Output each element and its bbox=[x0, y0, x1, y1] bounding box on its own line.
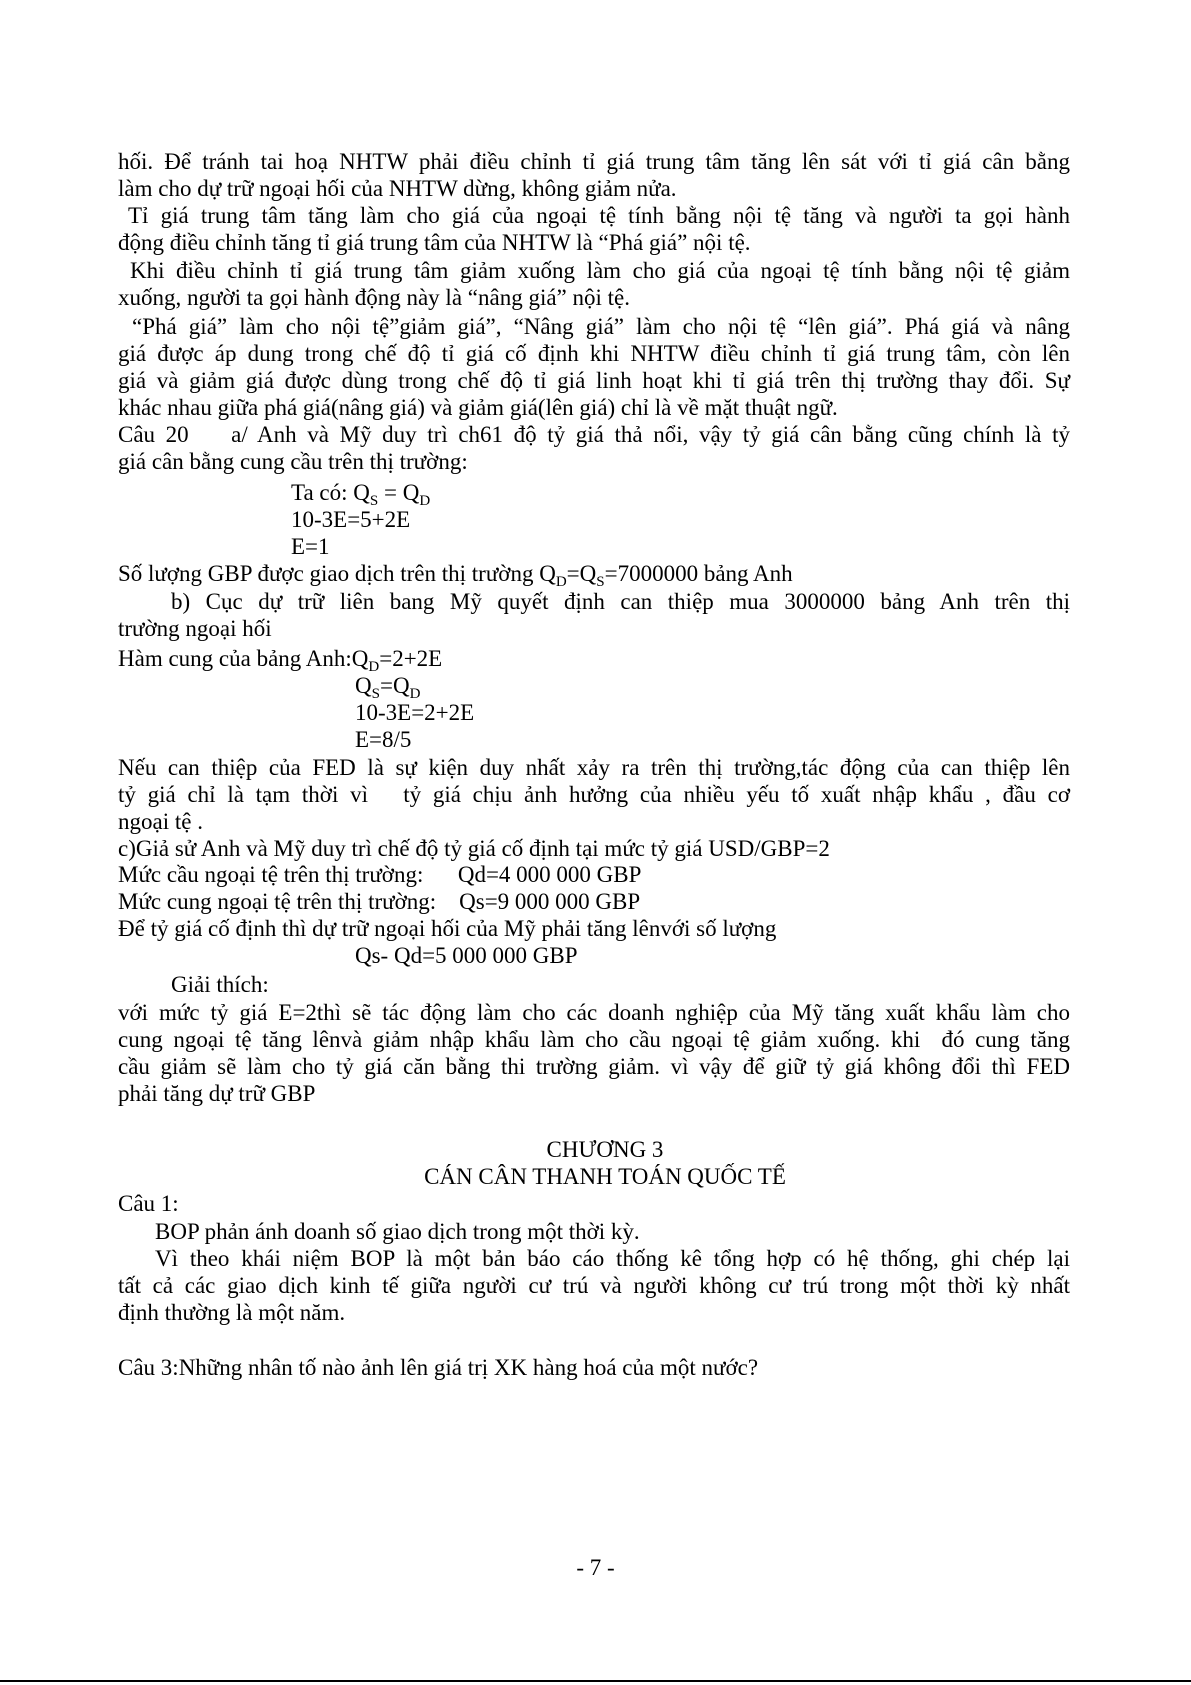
paragraph-line: Giải thích: bbox=[171, 972, 269, 997]
equation-subscript: S bbox=[371, 686, 380, 702]
page-number: - 7 - bbox=[576, 1555, 615, 1580]
equation-line: 10-3E=5+2E bbox=[291, 507, 411, 532]
equation-line bbox=[355, 673, 421, 702]
paragraph-line: giá được áp dung trong chế độ tỉ giá cố định khi NHTW điều chỉnh tỉ giá trung tâm, còn lên bbox=[118, 341, 1070, 366]
paragraph-line: xuống, người ta gọi hành động này là “nâng giá” nội tệ. bbox=[118, 285, 630, 310]
paragraph-line: Nếu can thiệp của FED là sự kiện duy nhất xảy ra trên thị trường,tác động của can thiệp lên bbox=[118, 755, 1070, 780]
paragraph-line: định thường là một năm. bbox=[118, 1300, 346, 1325]
paragraph-line: c)Giả sử Anh và Mỹ duy trì chế độ tỷ giá cố định tại mức tỷ giá USD/GBP=2 bbox=[118, 836, 830, 861]
paragraph-line: b) Cục dự trữ liên bang Mỹ quyết định can thiệp mua 3000000 bảng Anh trên thị bbox=[171, 589, 1070, 614]
chapter-title: CÁN CÂN THANH TOÁN QUỐC TẾ bbox=[424, 1164, 786, 1189]
bottom-border bbox=[0, 1680, 1191, 1682]
text-segment: =7000000 bảng Anh bbox=[604, 561, 793, 586]
subscript: D bbox=[555, 574, 567, 590]
paragraph-line: Mức cầu ngoại tệ trên thị trường: Qd=4 000 000 GBP bbox=[118, 862, 642, 887]
equation-subscript: D bbox=[419, 493, 431, 509]
chapter-heading: CHƯƠNG 3 bbox=[546, 1137, 664, 1162]
paragraph-line bbox=[118, 561, 793, 590]
subscript: S bbox=[596, 574, 605, 590]
paragraph-line: Vì theo khái niệm BOP là một bản báo cáo thống kê tổng hợp có hệ thống, ghi chép lại bbox=[155, 1246, 1070, 1271]
equation-text: Q bbox=[355, 673, 372, 698]
paragraph-line: giá cân bằng cung cầu trên thị trường: bbox=[118, 449, 468, 474]
equation-subscript: D bbox=[409, 686, 421, 702]
paragraph-line: tất cả các giao dịch kinh tế giữa người cư trú và người không cư trú trong một thời kỳ nhất bbox=[118, 1273, 1070, 1298]
question-heading: Câu 1: bbox=[118, 1191, 179, 1216]
equation-line: E=1 bbox=[291, 534, 330, 559]
question-heading: Câu 3:Những nhân tố nào ảnh lên giá trị XK hàng hoá của một nước? bbox=[118, 1355, 759, 1380]
paragraph-line: với mức tỷ giá E=2thì sẽ tác động làm cho các doanh nghiệp của Mỹ tăng xuất khẩu làm cho bbox=[118, 1000, 1070, 1025]
equation-line: E=8/5 bbox=[355, 727, 412, 752]
paragraph-line: phải tăng dự trữ GBP bbox=[118, 1081, 316, 1106]
paragraph-line: “Phá giá” làm cho nội tệ”giảm giá”, “Nâng giá” làm cho nội tệ “lên giá”. Phá giá và nâng bbox=[132, 314, 1070, 339]
equation-line: 10-3E=2+2E bbox=[355, 700, 475, 725]
paragraph-line: giá và giảm giá được dùng trong chế độ tỉ giá linh hoạt khi tỉ giá trên thị trường thay đổi. Sự bbox=[118, 368, 1070, 393]
paragraph-line: hối. Để tránh tai hoạ NHTW phải điều chỉnh tỉ giá trung tâm tăng lên sát với tỉ giá cân bằng bbox=[118, 149, 1070, 174]
question-heading: Câu 20 a/ Anh và Mỹ duy trì ch61 độ tỷ giá thả nổi, vậy tỷ giá cân bằng cũng chính là tỷ bbox=[118, 422, 1070, 447]
text-segment: =2+2E bbox=[379, 646, 443, 671]
equation-text: Ta có: Q bbox=[291, 480, 370, 505]
text-segment: Số lượng GBP được giao dịch trên thị trường Q bbox=[118, 561, 556, 586]
equation-text: = Q bbox=[378, 480, 420, 505]
text-segment: Hàm cung của bảng Anh:Q bbox=[118, 646, 369, 671]
equation-line: Qs- Qd=5 000 000 GBP bbox=[355, 943, 578, 968]
subscript: D bbox=[368, 659, 380, 675]
paragraph-line: Để tỷ giá cố định thì dự trữ ngoại hối của Mỹ phải tăng lênvới số lượng bbox=[118, 916, 777, 941]
paragraph-line: động điều chỉnh tăng tỉ giá trung tâm của NHTW là “Phá giá” nội tệ. bbox=[118, 230, 751, 255]
paragraph-line: BOP phản ánh doanh số giao dịch trong một thời kỳ. bbox=[155, 1219, 640, 1244]
text-segment: =Q bbox=[566, 561, 597, 586]
equation-text: =Q bbox=[379, 673, 410, 698]
equation-line bbox=[291, 480, 431, 509]
equation-subscript: S bbox=[369, 493, 379, 509]
paragraph-line: Khi điều chỉnh tỉ giá trung tâm giảm xuống làm cho giá của ngoại tệ tính bằng nội tệ giảm bbox=[130, 258, 1070, 283]
paragraph-line: tỷ giá chỉ là tạm thời vì tỷ giá chịu ảnh hưởng của nhiều yếu tố xuất nhập khẩu , đầu cơ bbox=[118, 782, 1070, 807]
paragraph-line: khác nhau giữa phá giá(nâng giá) và giảm giá(lên giá) chỉ là về mặt thuật ngữ. bbox=[118, 395, 838, 420]
paragraph-line: cầu giảm sẽ làm cho tỷ giá căn bằng thi trường giảm. vì vậy để giữ tỷ giá không đổi thì FED bbox=[118, 1054, 1070, 1079]
paragraph-line: ngoại tệ . bbox=[118, 809, 203, 834]
paragraph-line: Mức cung ngoại tệ trên thị trường: Qs=9 000 000 GBP bbox=[118, 889, 641, 914]
paragraph-line bbox=[118, 646, 443, 675]
paragraph-line: cung ngoại tệ tăng lênvà giảm nhập khẩu làm cho cầu ngoại tệ giảm xuống. khi đó cung tăng bbox=[118, 1027, 1070, 1052]
paragraph-line: trường ngoại hối bbox=[118, 616, 272, 641]
paragraph-line: làm cho dự trữ ngoại hối của NHTW dừng, không giảm nửa. bbox=[118, 176, 677, 201]
paragraph-line: Tỉ giá trung tâm tăng làm cho giá của ngoại tệ tính bằng nội tệ tăng và người ta gọi hành bbox=[128, 203, 1070, 228]
